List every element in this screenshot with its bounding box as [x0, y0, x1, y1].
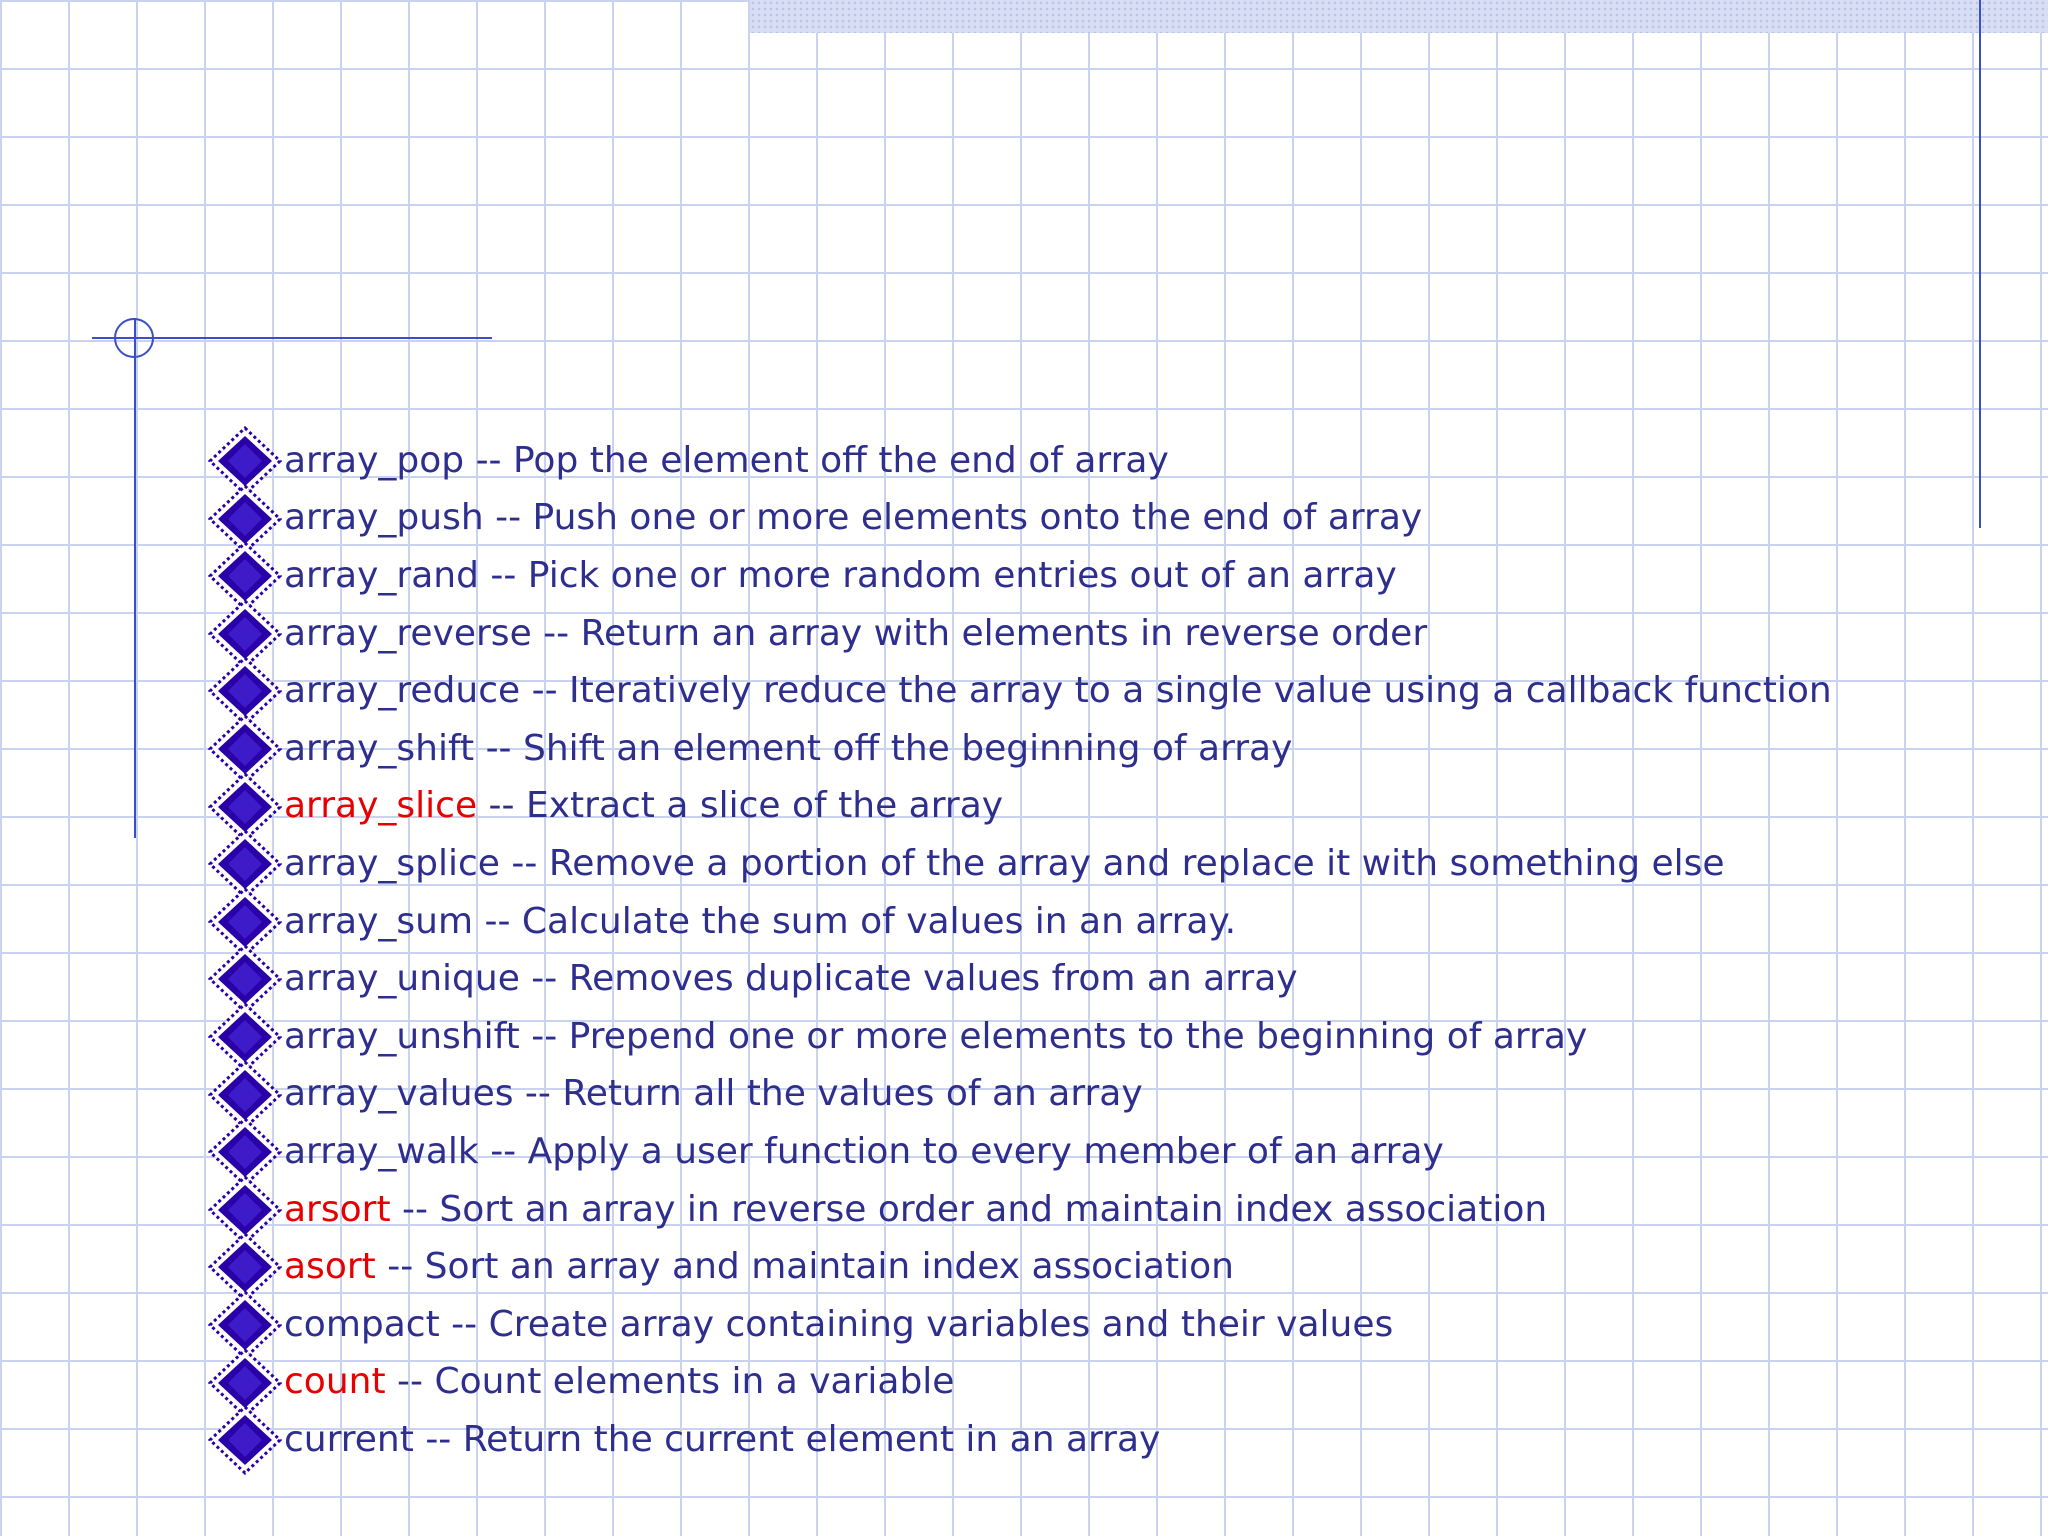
diamond-bullet-icon [206, 720, 284, 778]
function-description: -- Extract a slice of the array [477, 785, 1004, 827]
list-item-text [284, 1418, 1161, 1460]
diamond-bullet-icon [206, 1354, 284, 1412]
list-item-text [284, 1073, 1143, 1115]
list-item [206, 432, 1832, 490]
function-description: -- Iteratively reduce the array to a single value using a callback function [520, 670, 1832, 712]
function-name: array_shift [284, 727, 475, 769]
function-description: -- Pick one or more random entries out of an array [478, 554, 1397, 596]
list-item [206, 778, 1832, 836]
list-item-text [284, 1303, 1394, 1345]
function-description: -- Create array containing variables and their values [439, 1303, 1394, 1345]
function-name: current [284, 1418, 414, 1460]
list-item [206, 1411, 1832, 1469]
diamond-bullet-icon [206, 662, 284, 720]
function-description: -- Push one or more elements onto the end of array [483, 497, 1423, 539]
list-item-text [284, 670, 1832, 712]
function-name: array_walk [284, 1130, 479, 1172]
diamond-bullet-icon [206, 490, 284, 548]
function-name: array_splice [284, 842, 500, 884]
list-item-text [284, 1188, 1548, 1230]
list-item [206, 835, 1832, 893]
list-item [206, 893, 1832, 951]
diamond-bullet-icon [206, 893, 284, 951]
list-item [206, 720, 1832, 778]
diamond-bullet-icon [206, 432, 284, 490]
diamond-bullet-icon [206, 1066, 284, 1124]
list-item [206, 662, 1832, 720]
diamond-bullet-icon [206, 1123, 284, 1181]
function-description: -- Return all the values of an array [513, 1073, 1143, 1115]
function-name: array_reverse [284, 612, 532, 654]
function-name: array_values [284, 1073, 514, 1115]
function-name: array_reduce [284, 670, 521, 712]
function-name: arsort [284, 1188, 391, 1230]
function-description: -- Return the current element in an array [413, 1418, 1161, 1460]
list-item [206, 1008, 1832, 1066]
list-item-text [284, 1246, 1234, 1288]
list-item [206, 490, 1832, 548]
function-description: -- Shift an element off the beginning of array [474, 727, 1293, 769]
function-name: array_push [284, 497, 484, 539]
function-list [206, 432, 1832, 1469]
diamond-bullet-icon [206, 1238, 284, 1296]
function-description: -- Return an array with elements in reverse order [531, 612, 1428, 654]
function-description: -- Pop the element off the end of array [464, 439, 1169, 481]
right-vertical-rule [1979, 0, 1981, 528]
diamond-bullet-icon [206, 1296, 284, 1354]
list-item [206, 1181, 1832, 1239]
function-name: array_pop [284, 439, 465, 481]
function-name: array_sum [284, 900, 474, 942]
list-item [206, 1238, 1832, 1296]
diamond-bullet-icon [206, 547, 284, 605]
list-item-text [284, 612, 1428, 654]
function-name: array_unique [284, 958, 520, 1000]
diamond-bullet-icon [206, 1181, 284, 1239]
list-item [206, 547, 1832, 605]
list-item-text [284, 1361, 955, 1403]
list-item [206, 950, 1832, 1008]
function-name: compact [284, 1303, 440, 1345]
corner-vertical-rule [134, 318, 136, 838]
list-item-text [284, 785, 1004, 827]
function-name: array_slice [284, 785, 478, 827]
diamond-bullet-icon [206, 950, 284, 1008]
function-name: count [284, 1361, 386, 1403]
list-item-text [284, 1015, 1588, 1057]
list-item-text [284, 554, 1397, 596]
list-item-text [284, 900, 1237, 942]
function-name: array_rand [284, 554, 479, 596]
list-item-text [284, 497, 1423, 539]
list-item-text [284, 727, 1293, 769]
function-description: -- Prepend one or more elements to the beginning of array [519, 1015, 1588, 1057]
list-item [206, 605, 1832, 663]
list-item-text [284, 439, 1169, 481]
function-description: -- Calculate the sum of values in an array. [473, 900, 1237, 942]
function-description: -- Remove a portion of the array and replace it with something else [499, 842, 1725, 884]
function-name: asort [284, 1246, 376, 1288]
list-item-text [284, 842, 1725, 884]
list-item [206, 1123, 1832, 1181]
corner-circle-ornament [114, 318, 154, 358]
diamond-bullet-icon [206, 778, 284, 836]
function-description: -- Count elements in a variable [385, 1361, 955, 1403]
function-name: array_unshift [284, 1015, 520, 1057]
list-item-text [284, 958, 1298, 1000]
diamond-bullet-icon [206, 605, 284, 663]
list-item [206, 1354, 1832, 1412]
list-item [206, 1066, 1832, 1124]
header-pattern-band [750, 0, 2048, 33]
diamond-bullet-icon [206, 835, 284, 893]
diamond-bullet-icon [206, 1411, 284, 1469]
function-description: -- Sort an array in reverse order and maintain index association [390, 1188, 1548, 1230]
function-description: -- Sort an array and maintain index association [375, 1246, 1234, 1288]
list-item-text [284, 1130, 1444, 1172]
diamond-bullet-icon [206, 1008, 284, 1066]
list-item [206, 1296, 1832, 1354]
function-description: -- Apply a user function to every member of an array [478, 1130, 1444, 1172]
function-description: -- Removes duplicate values from an array [519, 958, 1298, 1000]
